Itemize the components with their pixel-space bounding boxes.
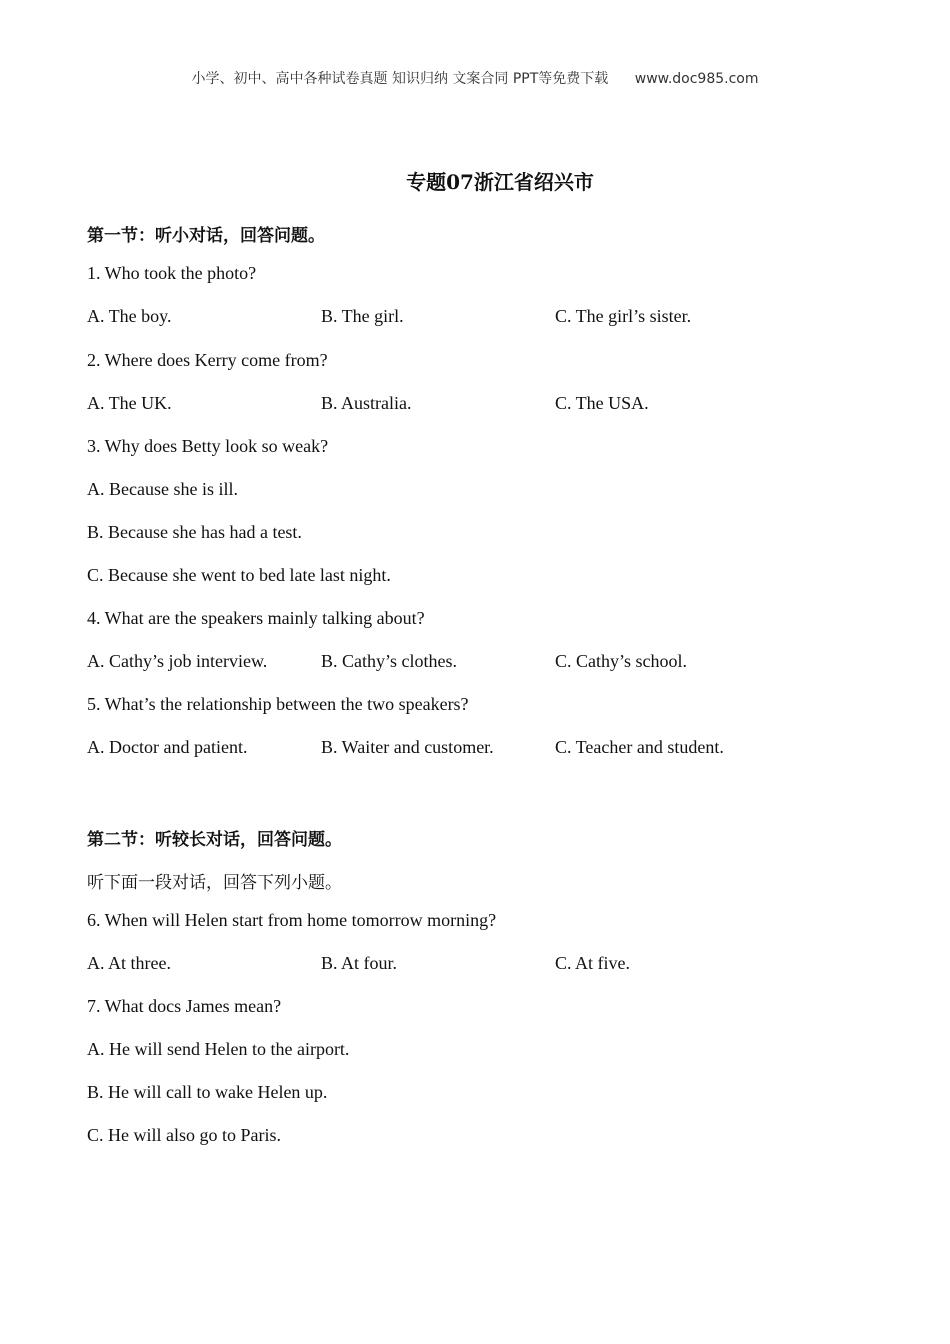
q1-option-c: C. The girl’s sister.: [555, 306, 692, 326]
q4-option-b: B. Cathy’s clothes.: [321, 651, 457, 671]
q6-option-c: C. At five.: [555, 953, 630, 973]
q5-option-b: B. Waiter and customer.: [321, 737, 494, 757]
q7-option-a: A. He will send Helen to the airport.: [87, 1039, 350, 1059]
q3-option-c: C. Because she went to bed late last night.: [87, 565, 391, 585]
question-4: 4. What are the speakers mainly talking about?: [87, 608, 425, 628]
q6-option-a: A. At three.: [87, 953, 171, 973]
q7-option-b: B. He will call to wake Helen up.: [87, 1082, 328, 1102]
header-text: 小学、初中、高中各种试卷真题 知识归纳 文案合同 PPT等免费下载: [191, 71, 609, 87]
q5-option-c: C. Teacher and student.: [555, 737, 724, 757]
question-2: 2. Where does Kerry come from?: [87, 350, 328, 370]
page-header: [0, 68, 950, 88]
q6-option-b: B. At four.: [321, 953, 398, 973]
q2-option-a: A. The UK.: [87, 393, 172, 413]
q3-option-b: B. Because she has had a test.: [87, 522, 302, 542]
section2-heading: 第二节：听较长对话，回答问题。: [87, 830, 342, 850]
page-title: 专题07浙江省绍兴市: [406, 170, 594, 194]
q3-option-a: A. Because she is ill.: [87, 479, 238, 499]
question-5: 5. What’s the relationship between the two speakers?: [87, 694, 469, 714]
q4-option-c: C. Cathy’s school.: [555, 651, 688, 671]
q7-option-c: C. He will also go to Paris.: [87, 1125, 281, 1145]
q5-option-a: A. Doctor and patient.: [87, 737, 248, 757]
header-site-link[interactable]: www.doc985.com: [634, 71, 759, 87]
question-7: 7. What docs James mean?: [87, 996, 282, 1016]
q2-option-b: B. Australia.: [321, 393, 412, 413]
q1-option-b: B. The girl.: [321, 306, 404, 326]
section2-instruction: 听下面一段对话，回答下列小题。: [87, 873, 342, 893]
q4-option-a: A. Cathy’s job interview.: [87, 651, 268, 671]
question-3: 3. Why does Betty look so weak?: [87, 436, 329, 456]
q1-option-a: A. The boy.: [87, 306, 172, 326]
question-1: 1. Who took the photo?: [87, 263, 257, 283]
q2-option-c: C. The USA.: [555, 393, 649, 413]
question-6: 6. When will Helen start from home tomorrow morning?: [87, 910, 497, 930]
section1-heading: 第一节：听小对话，回答问题。: [87, 226, 325, 246]
